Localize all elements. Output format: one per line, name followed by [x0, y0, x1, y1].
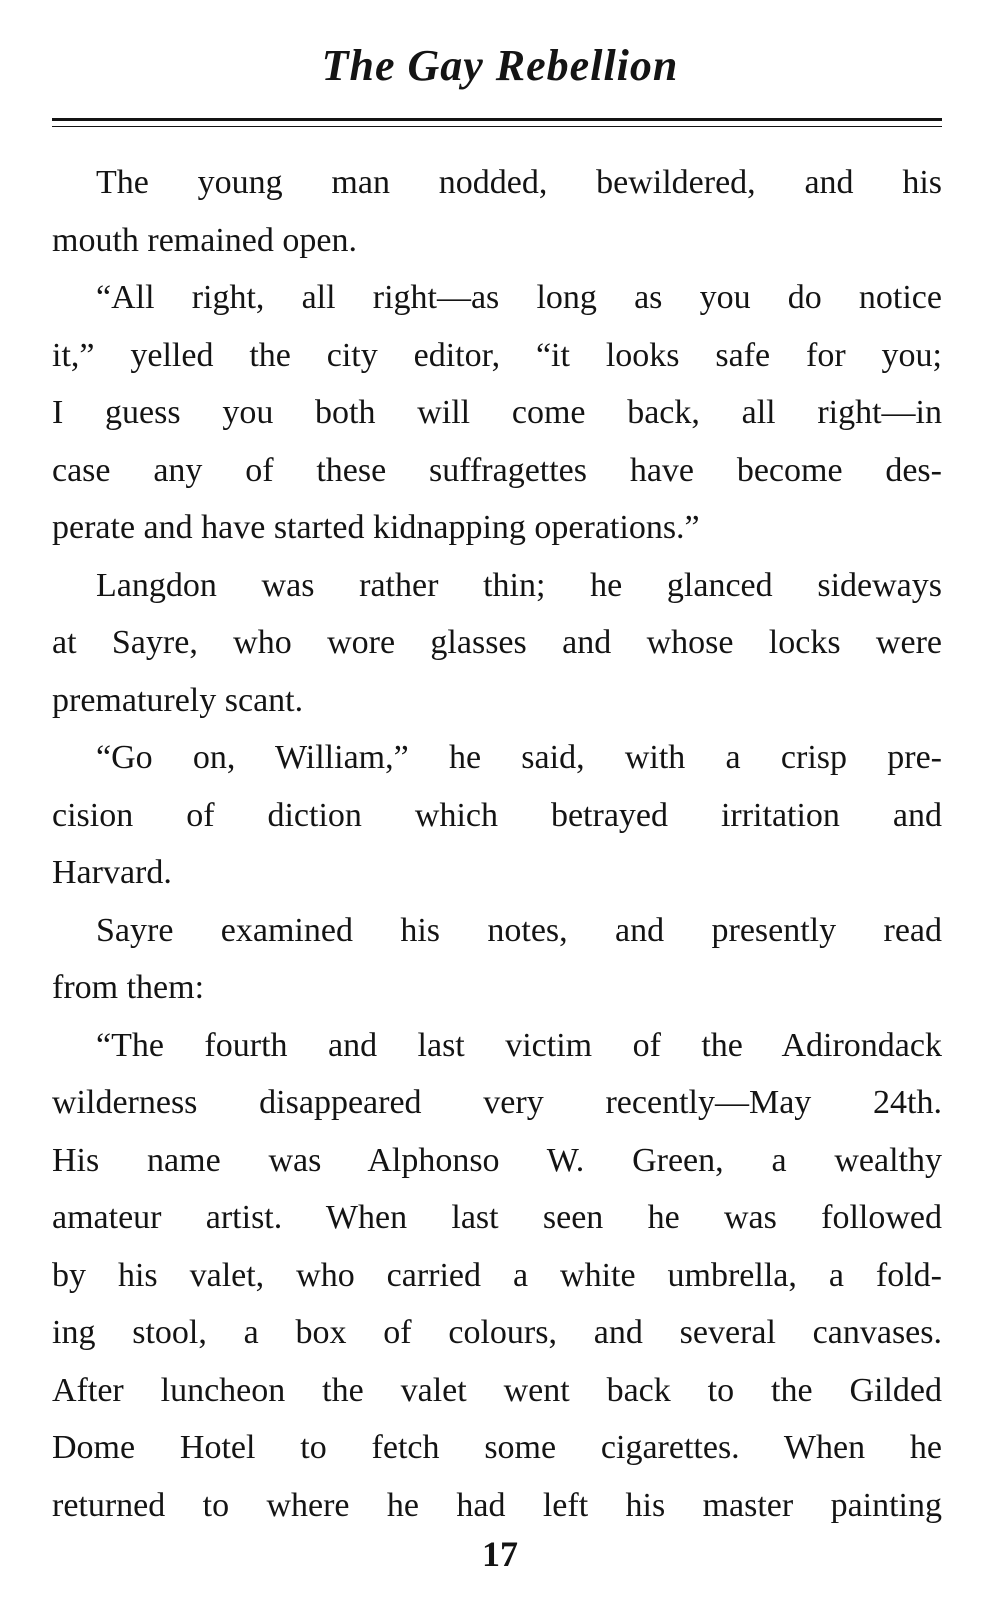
text-line: prematurely scant.	[52, 681, 304, 719]
header-rule-thick	[52, 118, 942, 121]
paragraph	[52, 1017, 942, 1535]
header-rule-thin	[52, 126, 942, 127]
text-line: by his valet, who carried a white umbrella, a fold-	[52, 1256, 942, 1294]
paragraph	[52, 557, 942, 730]
text-line: “Go on, William,” he said, with a crisp pre-	[96, 739, 942, 776]
text-line: Harvard.	[52, 854, 172, 891]
text-line: mouth remained open.	[52, 221, 357, 259]
text-line: it,” yelled the city editor, “it looks safe for you;	[52, 336, 942, 374]
text-line: “The fourth and last victim of the Adirondack	[96, 1026, 942, 1064]
paragraph	[52, 269, 942, 557]
body-text	[52, 154, 942, 1534]
running-title: The Gay Rebellion	[321, 41, 679, 90]
text-line: ing stool, a box of colours, and several canvases.	[52, 1314, 942, 1351]
text-line: case any of these suffragettes have become des-	[52, 451, 942, 489]
text-line: returned to where he had left his master painting	[52, 1486, 942, 1524]
text-line: perate and have started kidnapping operations.”	[52, 509, 700, 546]
paragraph	[52, 902, 942, 1017]
text-line: His name was Alphonso W. Green, a wealthy	[52, 1141, 942, 1179]
text-line: cision of diction which betrayed irritation and	[52, 796, 942, 834]
text-line: from them:	[52, 969, 205, 1006]
text-line: Langdon was rather thin; he glanced sideways	[96, 566, 942, 604]
text-line: After luncheon the valet went back to the Gilded	[52, 1371, 942, 1409]
paragraph	[52, 154, 942, 269]
text-line: I guess you both will come back, all right—in	[52, 394, 942, 431]
text-line: Dome Hotel to fetch some cigarettes. When he	[52, 1429, 942, 1466]
text-line: wilderness disappeared very recently—May 24th.	[52, 1084, 942, 1121]
text-line: amateur artist. When last seen he was followed	[52, 1199, 942, 1236]
paragraph	[52, 729, 942, 902]
text-line: The young man nodded, bewildered, and his	[96, 164, 942, 201]
text-line: at Sayre, who wore glasses and whose locks were	[52, 624, 942, 661]
text-line: Sayre examined his notes, and presently read	[96, 911, 942, 949]
text-line: “All right, all right—as long as you do notice	[96, 279, 942, 316]
page-number: 17	[482, 1534, 518, 1574]
